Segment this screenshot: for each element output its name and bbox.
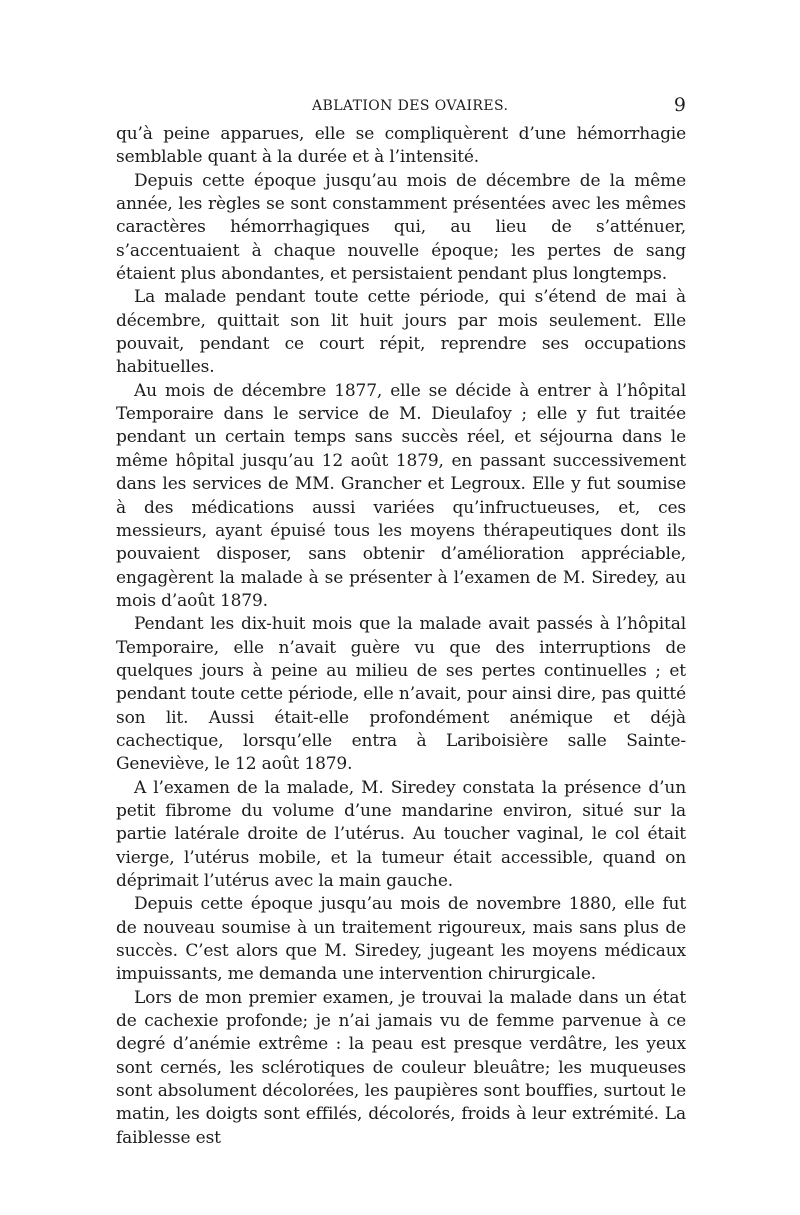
paragraph-5: Pendant les dix-huit mois que la malade avait passés à l’hôpital Temporaire, elle n’avait guère vu que des interruptions de quelques jours à peine au milieu de ses pertes continuelles ; et pendant toute cette période, elle n’avait, pour ainsi dire, pas quitté son lit. Aussi était-elle profondément anémique et déjà cachectique, lorsqu’elle entra à Lariboisière salle Sainte-Geneviève, le 12 août 1879.: [116, 614, 686, 775]
running-title: ABLATION DES OVAIRES.: [312, 98, 509, 114]
paragraph-4: Au mois de décembre 1877, elle se décide à entrer à l’hôpital Temporaire dans le service de M. Dieulafoy ; elle y fut traitée pendant un certain temps sans succès réel, et séjourna dans le même hôpital jusqu’au 12 août 1879, en passant successivement dans les services de MM. Grancher et Legroux. Elle y fut soumise à des médications aussi variées qu’infructueuses, et, ces messieurs, ayant épuisé tous les moyens thérapeutiques dont ils pouvaient disposer, sans obtenir d’amélioration appréciable, engagèrent la malade à se présenter à l’examen de M. Siredey, au mois d’août 1879.: [116, 380, 686, 611]
page-header: [116, 94, 686, 120]
paragraph-2: Depuis cette époque jusqu’au mois de décembre de la même année, les règles se sont constamment présentées avec les mêmes caractères hémorrhagiques qui, au lieu de s’atténuer, s’accentuaient à chaque nouvelle époque; les pertes de sang étaient plus abondantes, et persistaient pendant plus longtemps.: [116, 170, 686, 285]
body-text: [116, 123, 686, 1150]
page-number: 9: [673, 94, 686, 116]
paragraph-7: Depuis cette époque jusqu’au mois de novembre 1880, elle fut de nouveau soumise à un traitement rigoureux, mais sans plus de succès. C’est alors que M. Siredey, jugeant les moyens médicaux impuissants, me demanda une intervention chirurgicale.: [116, 894, 686, 985]
paragraph-6: A l’examen de la malade, M. Siredey constata la présence d’un petit fibrome du volume d’une mandarine environ, situé sur la partie latérale droite de l’utérus. Au toucher vaginal, le col était vierge, l’utérus mobile, et la tumeur était accessible, quand on déprimait l’utérus avec la main gauche.: [116, 777, 686, 891]
paragraph-8: Lors de mon premier examen, je trouvai la malade dans un état de cachexie profonde; je n’ai jamais vu de femme parvenue à ce degré d’anémie extrême : la peau est presque verdâtre, les yeux sont cernés, les sclérotiques de couleur bleuâtre; les muqueuses sont absolument décolorées, les paupières sont bouffies, surtout le matin, les doigts sont effilés, décolorés, froids à leur extrémité. La faiblesse est: [116, 987, 686, 1148]
paragraph-3: La malade pendant toute cette période, qui s’étend de mai à décembre, quittait son lit huit jours par mois seulement. Elle pouvait, pendant ce court répit, reprendre ses occupations habituelles.: [116, 287, 686, 378]
paragraph-1: qu’à peine apparues, elle se compliquèrent d’une hémorrhagie semblable quant à la durée et à l’intensité.: [116, 124, 686, 168]
